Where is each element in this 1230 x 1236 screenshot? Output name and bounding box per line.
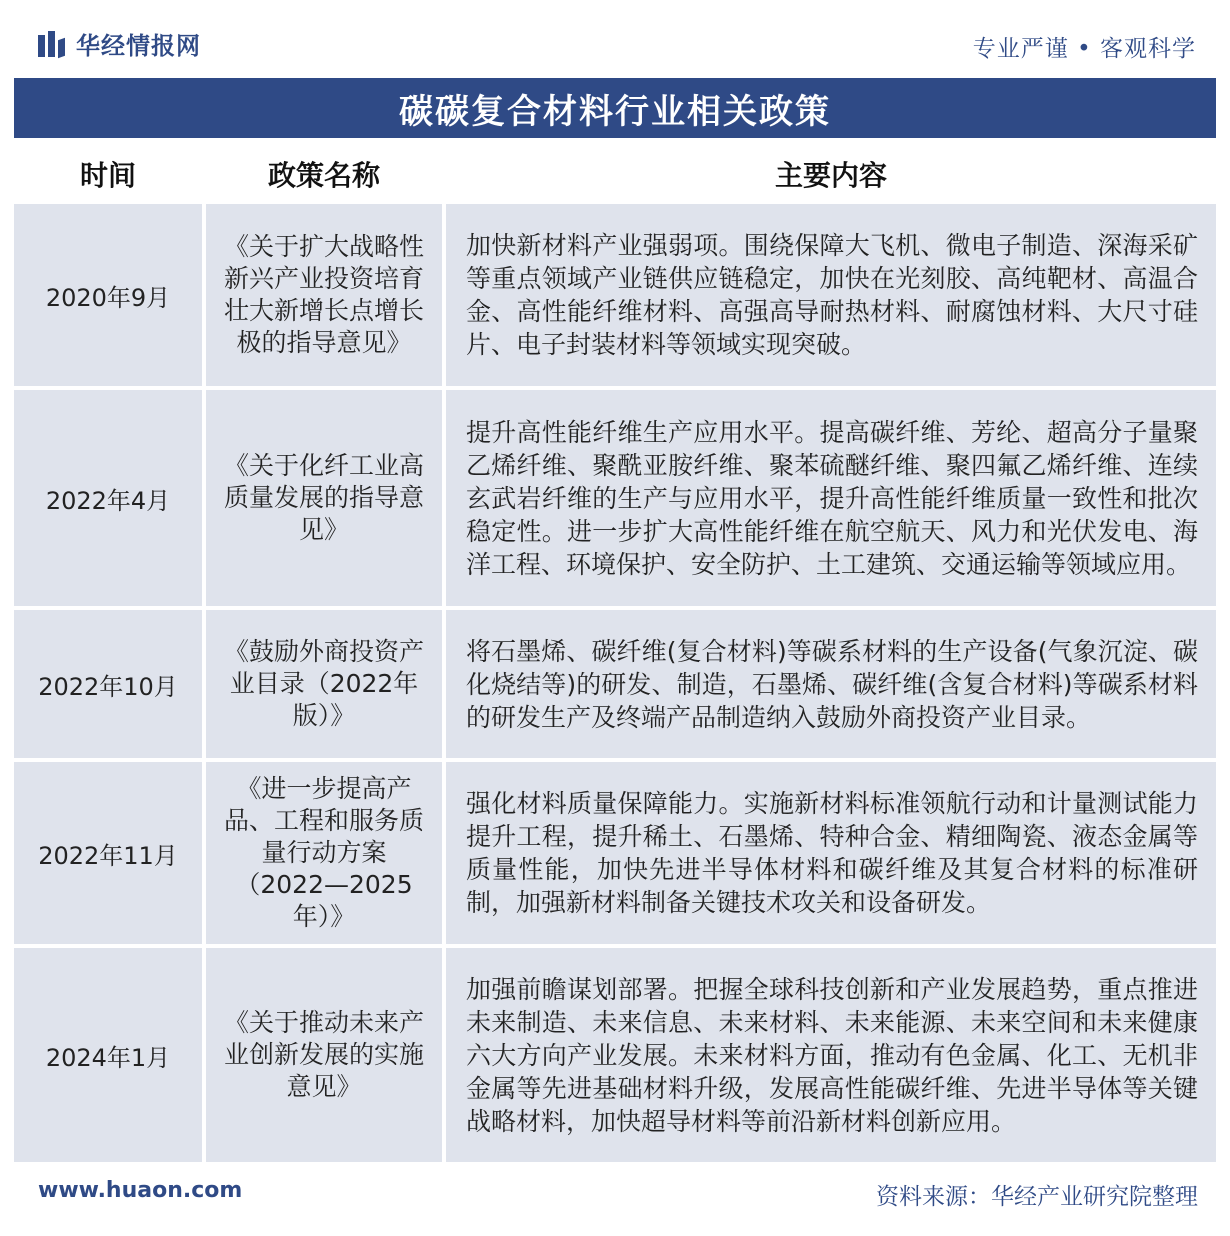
table-row bbox=[14, 762, 1216, 944]
footer bbox=[14, 1170, 1216, 1214]
row-content: 加快新材料产业强弱项。围绕保障大飞机、微电子制造、深海采矿等重点领域产业链供应链稳定，加快在光刻胶、高纯靶材、高温合金、高性能纤维材料、高强高导耐热材料、耐腐蚀材料、大尺寸硅片、电子封装材料等领域实现突破。 bbox=[446, 204, 1216, 386]
table-header bbox=[14, 148, 1216, 200]
column-header-content: 主要内容 bbox=[774, 159, 887, 192]
logo-mark-icon bbox=[36, 29, 66, 59]
table-row bbox=[14, 390, 1216, 606]
page-title: 碳碳复合材料行业相关政策 bbox=[399, 91, 831, 132]
row-content: 提升高性能纤维生产应用水平。提高碳纤维、芳纶、超高分子量聚乙烯纤维、聚酰亚胺纤维、聚苯硫醚纤维、聚四氟乙烯纤维、连续玄武岩纤维的生产与应用水平，提升高性能纤维质量一致性和批次稳定性。进一步扩大高性能纤维在航空航天、风力和光伏发电、海洋工程、环境保护、安全防护、土工建筑、交通运输等领域应用。 bbox=[446, 390, 1216, 606]
table-row bbox=[14, 948, 1216, 1162]
row-policy-name: 《关于化纤工业高质量发展的指导意见》 bbox=[206, 390, 442, 606]
source-note: 资料来源：华经产业研究院整理 bbox=[876, 1184, 1198, 1210]
website-link[interactable]: www.huaon.com bbox=[38, 1178, 243, 1203]
row-policy-name: 《关于扩大战略性新兴产业投资培育壮大新增长点增长极的指导意见》 bbox=[206, 204, 442, 386]
column-header-time: 时间 bbox=[79, 159, 136, 192]
row-time: 2022年11月 bbox=[14, 762, 202, 944]
row-policy-name: 《关于推动未来产业创新发展的实施意见》 bbox=[206, 948, 442, 1162]
row-time: 2022年10月 bbox=[14, 610, 202, 758]
row-content: 加强前瞻谋划部署。把握全球科技创新和产业发展趋势，重点推进未来制造、未来信息、未来材料、未来能源、未来空间和未来健康六大方向产业发展。未来材料方面，推动有色金属、化工、无机非金属等先进基础材料升级，发展高性能碳纤维、先进半导体等关键战略材料，加快超导材料等前沿新材料创新应用。 bbox=[446, 948, 1216, 1162]
logo bbox=[36, 26, 201, 61]
logo-text: 华经情报网 bbox=[76, 32, 201, 60]
policy-table bbox=[14, 148, 1216, 1162]
row-time: 2020年9月 bbox=[14, 204, 202, 386]
slogan: 专业严谨 • 客观科学 bbox=[972, 36, 1196, 62]
row-policy-name: 《鼓励外商投资产业目录（2022年版）》 bbox=[206, 610, 442, 758]
row-policy-name: 《进一步提高产品、工程和服务质量行动方案（2022—2025年）》 bbox=[206, 762, 442, 944]
table-row bbox=[14, 204, 1216, 386]
row-time: 2024年1月 bbox=[14, 948, 202, 1162]
table-row bbox=[14, 610, 1216, 758]
page bbox=[14, 0, 1216, 1236]
row-content: 将石墨烯、碳纤维(复合材料)等碳系材料的生产设备(气象沉淀、碳化烧结等)的研发、制造，石墨烯、碳纤维(含复合材料)等碳系材料的研发生产及终端产品制造纳入鼓励外商投资产业目录。 bbox=[446, 610, 1216, 758]
row-content: 强化材料质量保障能力。实施新材料标准领航行动和计量测试能力提升工程，提升稀土、石墨烯、特种合金、精细陶瓷、液态金属等质量性能，加快先进半导体材料和碳纤维及其复合材料的标准研制，加强新材料制备关键技术攻关和设备研发。 bbox=[446, 762, 1216, 944]
top-bar bbox=[14, 18, 1216, 66]
row-time: 2022年4月 bbox=[14, 390, 202, 606]
column-header-name: 政策名称 bbox=[267, 159, 380, 192]
title-banner bbox=[14, 78, 1216, 138]
